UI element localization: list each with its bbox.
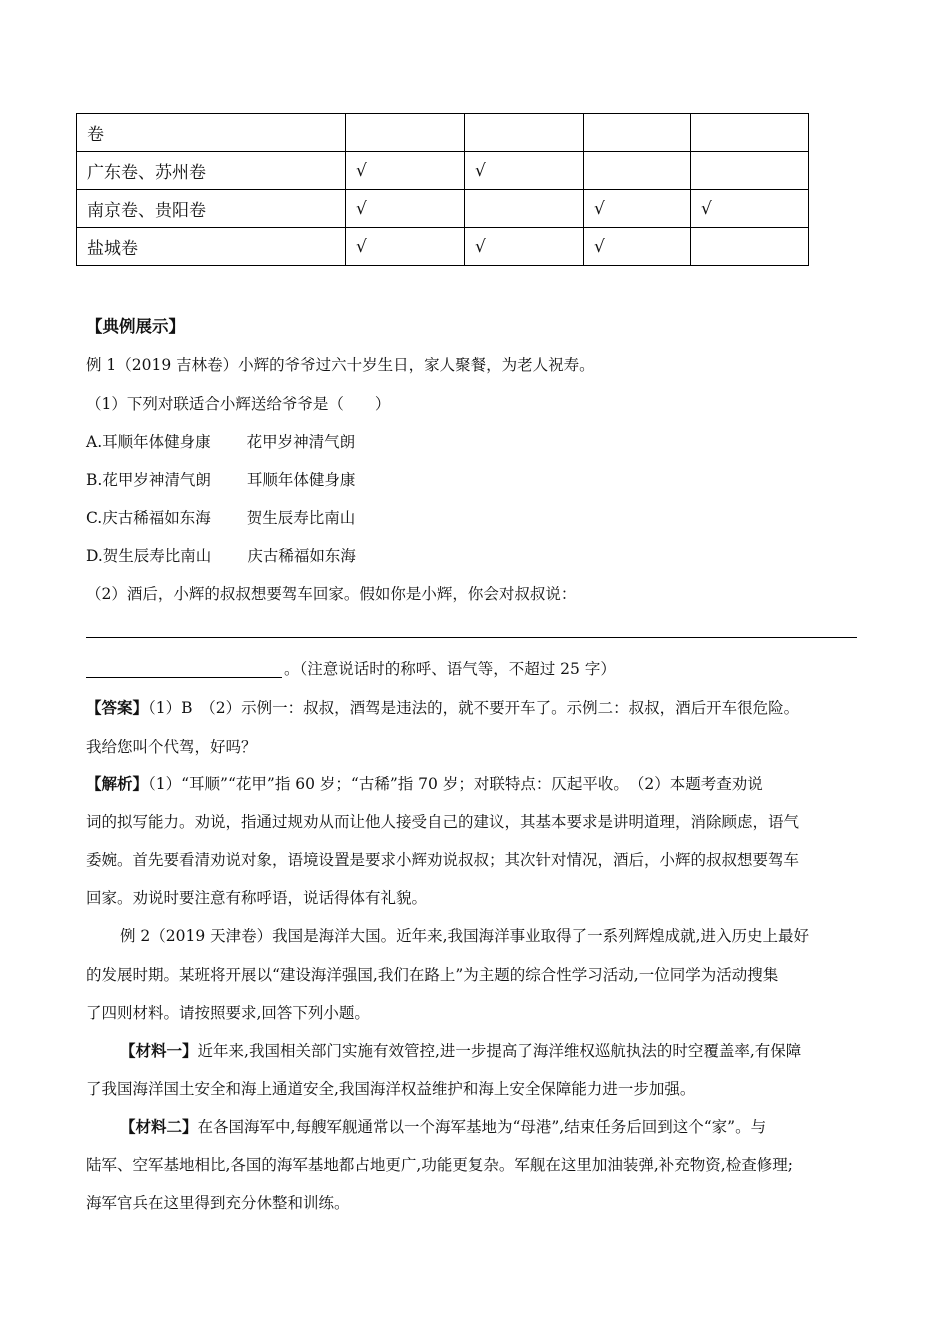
table-cell [465,114,584,152]
answer-blank-line-2 [86,677,282,678]
analysis-line-4: 回家。劝说时要注意有称呼语，说话得体有礼貌。 [86,889,428,907]
material-1-line-2: 了我国海洋国土安全和海上通道安全,我国海洋权益维护和海上安全保障能力进一步加强。 [86,1080,696,1098]
question2-note: 。（注意说话时的称呼、语气等，不超过 25 字） [284,660,616,678]
table-row-label: 盐城卷 [77,228,346,266]
table-row [77,114,809,152]
option-a: A.耳顺年体健身康 花甲岁神清气朗 [86,433,356,451]
table-cell [584,114,691,152]
example1-intro: 例 1（2019 吉林卷）小辉的爷爷过六十岁生日，家人聚餐，为老人祝寿。 [86,356,595,374]
summary-table [76,113,809,266]
table-row-label: 卷 [77,114,346,152]
option-d: D.贺生辰寿比南山 庆古稀福如东海 [86,547,356,565]
material-2-line-2: 陆军、空军基地相比,各国的海军基地都占地更广,功能更复杂。军舰在这里加油装弹,补充物资,检查修理; [86,1156,793,1174]
answer-continued: 我给您叫个代驾，好吗？ [86,738,257,756]
table-cell: √ [691,190,809,228]
table-row-label: 南京卷、贵阳卷 [77,190,346,228]
table-cell: √ [465,152,584,190]
table-cell: √ [465,228,584,266]
example2-line-3: 了四则材料。请按照要求,回答下列小题。 [86,1004,370,1022]
analysis-line-3: 委婉。首先要看清劝说对象，语境设置是要求小辉劝说叔叔；其次针对情况，酒后，小辉的叔叔想要驾车 [86,851,800,869]
example1-question1: （1）下列对联适合小辉送给爷爷是（ ） [86,395,391,413]
example2-line-1: 例 2（2019 天津卷）我国是海洋大国。近年来,我国海洋事业取得了一系列辉煌成就,进入历史上最好 [120,927,810,945]
table-cell [346,114,465,152]
example2-line-2: 的发展时期。某班将开展以“建设海洋强国,我们在路上”为主题的综合性学习活动,一位同学为活动搜集 [86,966,779,984]
table-cell [584,152,691,190]
answer: 【答案】（1）B （2）示例一：叔叔，酒驾是违法的，就不要开车了。示例二：叔叔，酒后开车很危险。 [86,698,800,717]
section-title: 【典例展示】 [86,317,185,336]
table-cell: √ [584,228,691,266]
table-row [77,190,809,228]
material-2-line-3: 海军官兵在这里得到充分休整和训练。 [86,1194,350,1212]
answer-blank-line-1 [86,637,857,638]
table-row [77,152,809,190]
example1-question2: （2）酒后，小辉的叔叔想要驾车回家。假如你是小辉，你会对叔叔说： [86,585,577,603]
table-cell: √ [346,152,465,190]
table-cell [691,152,809,190]
table-cell [691,228,809,266]
material-2: 【材料二】在各国海军中,每艘军舰通常以一个海军基地为“母港”,结束任务后回到这个“家”。与 [120,1117,767,1136]
option-c: C.庆古稀福如东海 贺生辰寿比南山 [86,509,356,527]
table-row [77,228,809,266]
table-cell [691,114,809,152]
table-cell: √ [584,190,691,228]
table-cell [465,190,584,228]
table-row-label: 广东卷、苏州卷 [77,152,346,190]
table-cell: √ [346,228,465,266]
analysis-line-2: 词的拟写能力。劝说，指通过规劝从而让他人接受自己的建议，其基本要求是讲明道理，消除顾虑，语气 [86,813,800,831]
analysis: 【解析】（1）“耳顺”“花甲”指 60 岁；“古稀”指 70 岁；对联特点：仄起平收。 （2）本题考查劝说 [86,774,763,793]
table-cell: √ [346,190,465,228]
material-1: 【材料一】近年来,我国相关部门实施有效管控,进一步提高了海洋维权巡航执法的时空覆盖率,有保障 [120,1041,802,1060]
option-b: B.花甲岁神清气朗 耳顺年体健身康 [86,471,356,489]
